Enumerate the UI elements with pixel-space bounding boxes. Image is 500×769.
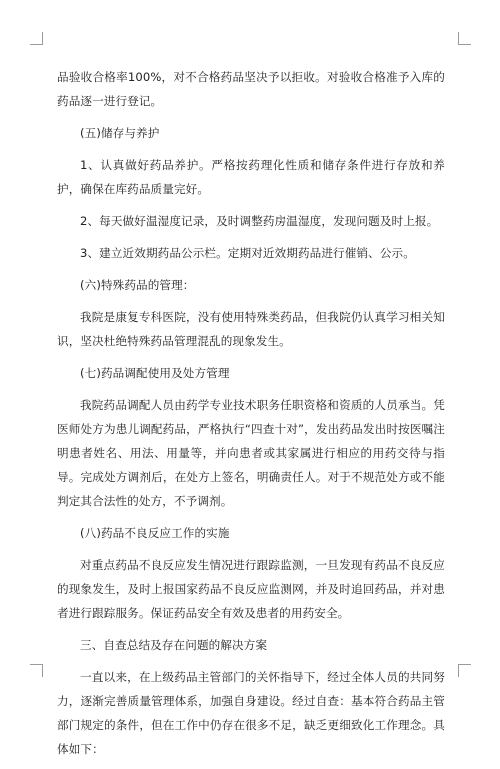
crop-mark-top-right	[458, 32, 471, 45]
crop-mark-top-left	[30, 32, 43, 45]
paragraph-9: 我院药品调配人员由药学专业技术职务任职资格和资质的人员承当。凭医师处方为患儿调配药品，严格执行“四查十对”，发出药品发出时按医嘱注明患者姓名、用法、用量等，并向患者或其家属进行相应的用药交待与指导。完成处方调剂后，在处方上签名，明确责任人。对于不规范处方或不能判定其合法性的处方，不予调剂。	[57, 398, 445, 508]
paragraph-11: 对重点药品不良反应发生情况进行跟踪监测，一旦发现有药品不良反应的现象发生，及时上报国家药品不良反应监测网，并及时追回药品，并对患者进行跟踪服务。保证药品安全有效及患者的用药安全。	[57, 558, 445, 620]
section-heading-adverse-reactions: (八)药品不良反应工作的实施	[80, 526, 230, 540]
crop-mark-bottom-right	[458, 664, 471, 677]
paragraph-1: 品验收合格率100%，对不合格药品坚决予以拒收。对验收合格准予入库的药品逐一进行登记。	[57, 70, 445, 108]
paragraph-4: 2、每天做好温湿度记录，及时调整药房温湿度，发现问题及时上报。	[80, 214, 439, 228]
section-heading-dispensing: (七)药品调配使用及处方管理	[80, 366, 230, 380]
paragraph-7: 我院是康复专科医院，没有使用特殊类药品，但我院仍认真学习相关知识，坚决杜绝特殊药品管理混乱的现象发生。	[57, 310, 445, 348]
paragraph-3: 1、认真做好药品养护。严格按药理化性质和储存条件进行存放和养护，确保在库药品质量完好。	[57, 158, 445, 196]
paragraph-5: 3、建立近效期药品公示栏。定期对近效期药品进行催销、公示。	[80, 246, 415, 260]
crop-mark-bottom-left	[30, 664, 43, 677]
section-heading-self-inspection: 三、自查总结及存在问题的解决方案	[80, 638, 268, 652]
paragraph-13: 一直以来，在上级药品主管部门的关怀指导下，经过全体人员的共同努力，逐渐完善质量管理体系，加强自身建设。经过自查：基本符合药品主管部门规定的条件，但在工作中仍存在很多不足，缺乏更细致化工作理念。具体如下：	[57, 670, 445, 756]
section-heading-special-drugs: (六)特殊药品的管理：	[80, 278, 195, 292]
document-body	[57, 65, 445, 769]
section-heading-storage: (五)储存与养护	[80, 126, 160, 140]
